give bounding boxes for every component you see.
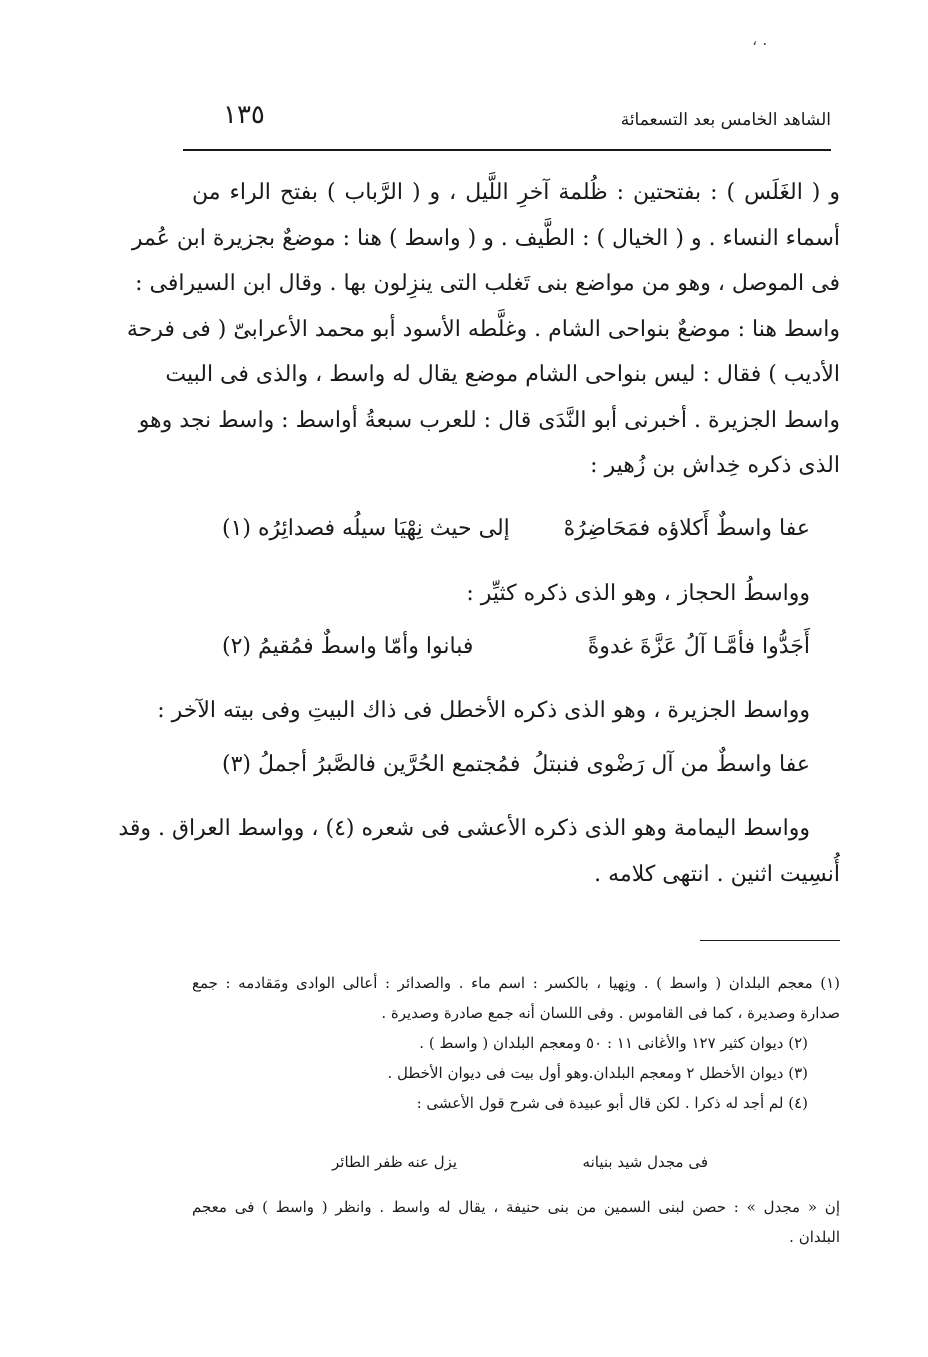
verse-second-hemistich: يزل عنه ظفر الطائر <box>332 1153 458 1171</box>
running-title: الشاهد الخامس بعد التسعمائة <box>620 110 831 130</box>
paragraph-1 <box>126 170 840 489</box>
verse-first-hemistich: عفا واسطٌ من آل رَضْوى فنبتلُ <box>532 752 810 777</box>
verse-3-intro <box>157 688 840 734</box>
intro-text: وواسطُ الحجاز ، وهو الذى ذكره كثيِّر : <box>466 581 810 606</box>
page-number: ١٣٥ <box>223 100 265 130</box>
verse-2-intro <box>192 571 840 617</box>
footnote-4-verse <box>192 1145 840 1179</box>
verse-second-hemistich: فبانوا وأمّا واسطٌ فمُقيمُ (٢) <box>222 634 474 659</box>
footnote-4-tail <box>192 1192 840 1252</box>
footnote-4-line: البلدان . <box>789 1228 840 1246</box>
verse-second-hemistich: إلى حيث نِهْيَا سيلُه فصدائِرُه (١) <box>222 516 510 541</box>
text-line: الأديب ) فقال : ليس بنواحى الشام موضع يقال له واسط ، والذى فى البيت <box>165 362 840 387</box>
header-rule <box>183 149 831 151</box>
footnote-4-line: إن « مجدل » : حصن لبنى السمين من بنى حنيفة ، يقال له واسط . وانظر ( واسط ) فى معجم <box>192 1198 840 1216</box>
footnote-4: (٤) لم أجد له ذكرا . لكن قال أبو عبيدة فى شرح قول الأعشى : <box>416 1094 808 1112</box>
verse-1 <box>192 504 840 554</box>
verse-second-hemistich: فمُجتمع الحُرَّين فالصَّبرُ أجملُ (٣) <box>222 752 521 777</box>
text-line: واسط الجزيرة . أخبرنى أبو النَّدَى قال : للعرب سبعةُ أواسط : واسط نجد وهو <box>138 407 840 433</box>
verse-3 <box>192 740 840 790</box>
footnote-2: (٢) ديوان كثير ١٢٧ والأغانى ١١ : ٥٠ ومعجم البلدان ( واسط ) . <box>419 1034 808 1052</box>
page-header <box>183 98 831 148</box>
verse-first-hemistich: عفا واسطٌ أَكلاؤه فمَحَاضِرُهْ <box>563 516 810 541</box>
footnote-rule <box>700 940 840 941</box>
text-line: و ( الغَلَس ) : بفتحتين : ظُلمة آخرِ اللَّيل ، و ( الرَّباب ) بفتح الراء من <box>192 180 840 205</box>
text-line: واسط هنا : موضعٌ بنواحى الشام . وغلَّطه الأسود أبو محمد الأعرابىّ ( فى فرحة <box>126 316 840 342</box>
verse-first-hemistich: فى مجدل شيد بنيانه <box>582 1153 708 1171</box>
text-line: أُنسِيت اثنين . انتهى كلامه . <box>594 861 840 887</box>
text-line: أسماء النساء . و ( الخيال ) : الطَّيف . و ( واسط ) هنا : موضعٌ بجزيرة ابن عُمر <box>131 225 840 251</box>
text-line: الذى ذكره خِداش بن زُهير : <box>590 453 840 478</box>
footnote-3: (٣) ديوان الأخطل ٢ ومعجم البلدان.وهو أول بيت فى ديوان الأخطل . <box>387 1064 808 1082</box>
verse-2 <box>192 622 840 672</box>
text-line: وواسط اليمامة وهو الذى ذكره الأعشى فى شعره (٤) ، وواسط العراق . وقد <box>118 816 810 841</box>
footnote-1-line: (١) معجم البلدان ( واسط ) . ونِهيا ، بالكسر : اسم ماء . والصدائر : أعالى الوادى ومَقادمه : جمع <box>192 974 840 992</box>
text-line: فى الموصل ، وهو من مواضع بنى تَغلب التى ينزِلون بها . وقال ابن السيرافى : <box>135 271 840 296</box>
stray-mark: ، . <box>752 30 768 49</box>
footnote-1-line: صدارة وصديرة ، كما فى القاموس . وفى اللسان أنه جمع صادرة وصديرة . <box>381 1004 840 1022</box>
verse-first-hemistich: أَجَدُّوا فأمَّـا آلُ عَزَّةَ غدوةً <box>587 634 810 659</box>
footnotes <box>192 968 840 1118</box>
closing-paragraph <box>118 806 840 897</box>
intro-text: وواسط الجزيرة ، وهو الذى ذكره الأخطل فى ذاك البيتِ وفى بيته الآخر : <box>157 698 810 723</box>
